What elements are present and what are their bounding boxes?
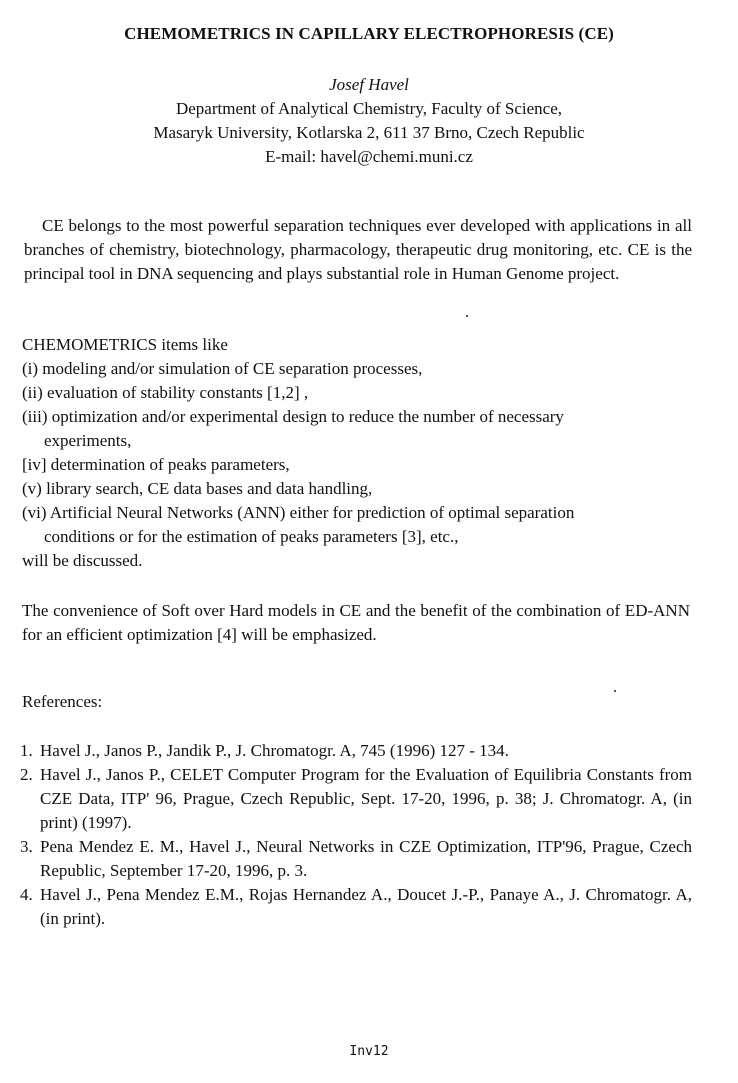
item-1: (i) modeling and/or simulation of CE separation processes, (22, 359, 423, 378)
item-3 (22, 405, 692, 453)
page-footer-label: Inv12 (349, 1044, 389, 1059)
scan-speck (466, 315, 468, 317)
item-5: (v) library search, CE data bases and data handling, (22, 479, 373, 498)
item-2: (ii) evaluation of stability constants [1,2] , (22, 383, 309, 402)
reference-text: Havel J., Janos P., Jandik P., J. Chromatogr. A, 745 (1996) 127 - 134. (40, 741, 509, 760)
references-heading: References: (22, 692, 103, 711)
item-3-continuation: experiments, (44, 431, 132, 450)
paper-title: CHEMOMETRICS IN CAPILLARY ELECTROPHORESIS (CE) (124, 24, 614, 43)
email-line: E-mail: havel@chemi.muni.cz (265, 147, 473, 166)
item-6-text: (vi) Artificial Neural Networks (ANN) either for prediction of optimal separation (22, 503, 575, 522)
reference-text: Havel J., Janos P., CELET Computer Program for the Evaluation of Equilibria Constants from CZE Data, ITP' 96, Prague, Czech Republic, Sept. 17-20, 1996, p. 38; J. Chromatogr. A, (in print) (1997). (40, 765, 692, 832)
author-name: Josef Havel (329, 75, 409, 94)
items-intro: CHEMOMETRICS items like (22, 335, 228, 354)
reference-text: Havel J., Pena Mendez E.M., Rojas Hernandez A., Doucet J.-P., Panaye A., J. Chromatogr. A, (in print). (40, 885, 692, 928)
item-6-continuation: conditions or for the estimation of peaks parameters [3], etc., (44, 527, 459, 546)
affiliation-line-1: Department of Analytical Chemistry, Faculty of Science, (175, 99, 562, 118)
reference-item (20, 883, 692, 931)
reference-number: 2. (20, 765, 33, 784)
conclusion-paragraph: The convenience of Soft over Hard models in CE and the benefit of the combination of ED-ANN for an efficient optimization [4] will be emphasized. (22, 601, 690, 644)
affiliation-line-2: Masaryk University, Kotlarska 2, 611 37 Brno, Czech Republic (153, 123, 585, 142)
scan-speck (614, 690, 616, 692)
items-outro: will be discussed. (22, 551, 143, 570)
reference-number: 4. (20, 885, 33, 904)
author-block (0, 73, 738, 169)
chemometrics-items (22, 333, 692, 573)
reference-text: Pena Mendez E. M., Havel J., Neural Networks in CZE Optimization, ITP'96, Prague, Czech Republic, September 17-20, 1996, p. 3. (40, 837, 692, 880)
abstract-paragraph (24, 214, 692, 286)
reference-item (20, 835, 692, 883)
item-3-text: (iii) optimization and/or experimental design to reduce the number of necessary (22, 407, 564, 426)
reference-item (20, 739, 692, 763)
references-list (20, 739, 692, 931)
reference-number: 1. (20, 741, 33, 760)
item-4: [iv] determination of peaks parameters, (22, 455, 290, 474)
item-6 (22, 501, 692, 549)
reference-number: 3. (20, 837, 33, 856)
abstract-text: CE belongs to the most powerful separation techniques ever developed with applications in all branches of chemistry, biotechnology, pharmacology, therapeutic drug monitoring, etc. CE is the principal tool in DNA sequencing and plays substantial role in Human Genome project. (24, 216, 692, 283)
reference-item (20, 763, 692, 835)
